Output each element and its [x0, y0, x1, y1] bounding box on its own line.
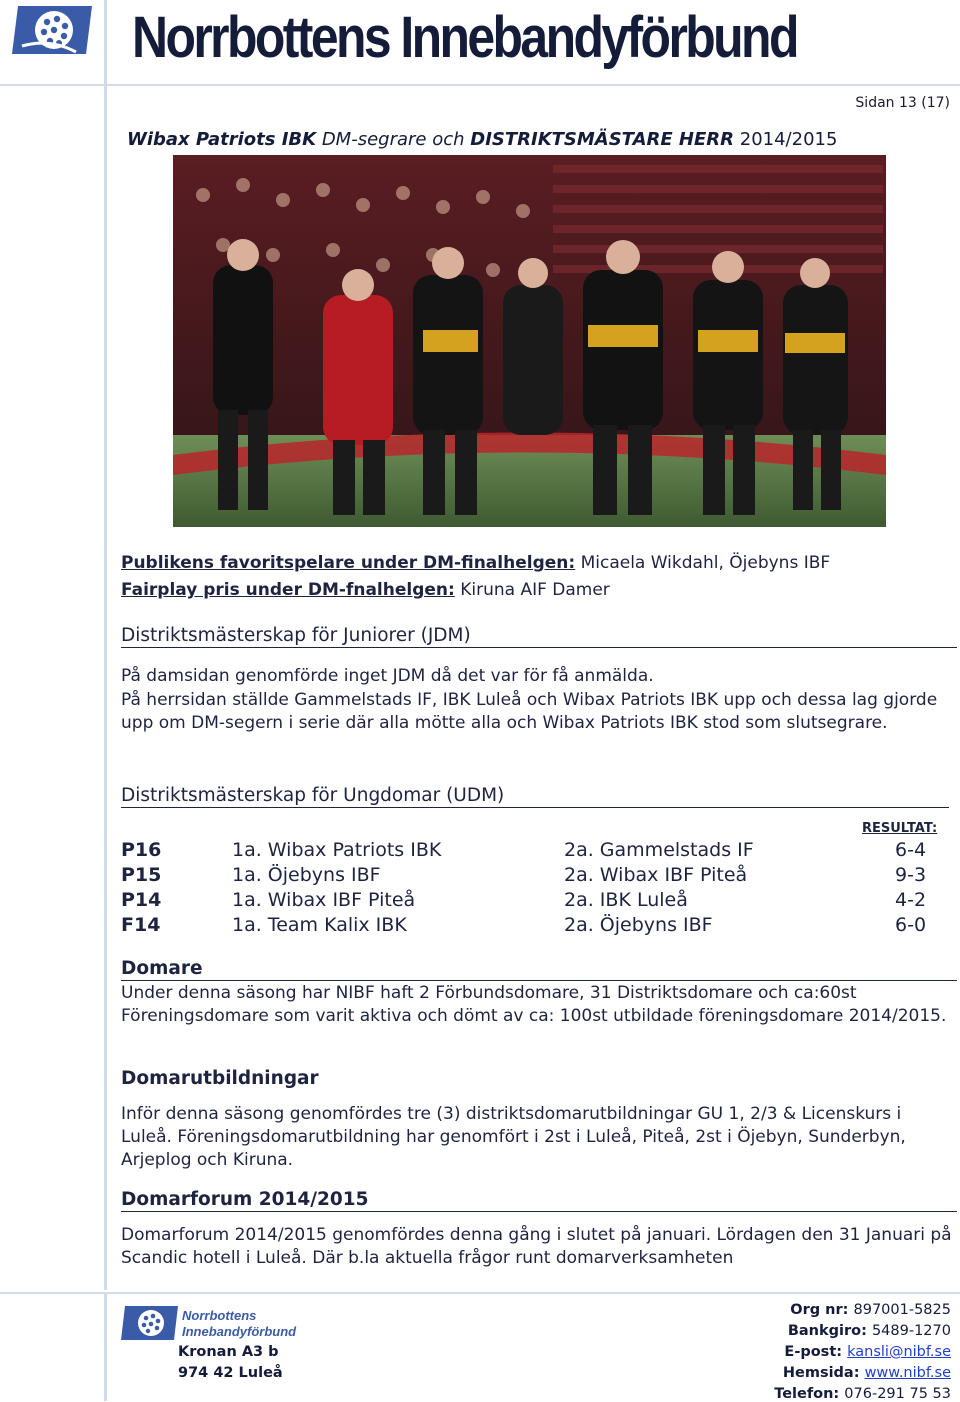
domarutbildningar-paragraph: Inför denna säsong genomfördes tre (3) distriktsdomarutbildningar GU 1, 2/3 & Licenskurs i Luleå. Föreningsdomarutbildning har genomfört i 2st i Luleå, Piteå, 2st i Öjebyn, Sunderbyn, Arjeplog och Kiruna.: [121, 1104, 906, 1170]
domarutbildningar-heading: Domarutbildningar: [121, 1068, 319, 1089]
result-row: [121, 839, 960, 864]
result-row: [121, 889, 960, 914]
result-class: P15: [121, 864, 162, 886]
domarforum-heading: Domarforum 2014/2015: [121, 1189, 957, 1212]
headline-year: 2014/2015: [734, 129, 838, 150]
team-celebration-photo: [173, 155, 886, 527]
result-score: 6-4: [895, 839, 927, 861]
headline-team: Wibax Patriots IBK: [127, 129, 317, 150]
result-second-place: 2a. Gammelstads IF: [564, 839, 754, 861]
jdm-paragraph-women: På damsidan genomförde inget JDM då det var för få anmälda.: [121, 666, 654, 686]
result-score: 9-3: [895, 864, 927, 886]
footer-rule: [0, 1292, 960, 1294]
phone-value: 076-291 75 53: [844, 1386, 951, 1402]
org-number: [790, 1302, 951, 1318]
bankgiro-value: 5489-1270: [871, 1323, 951, 1339]
result-class: P16: [121, 839, 162, 861]
jdm-paragraph-men: På herrsidan ställde Gammelstads IF, IBK Luleå och Wibax Patriots IBK upp och dessa lag gjorde upp om DM-segern i serie där alla mötte alla och Wibax Patriots IBK stod som slutsegrare.: [121, 690, 938, 733]
phone: [774, 1386, 951, 1402]
result-class: P14: [121, 889, 162, 911]
udm-heading: Distriktsmästerskap för Ungdomar (UDM): [121, 785, 949, 808]
left-margin-rule: [104, 0, 107, 1290]
result-first-place: 1a. Öjebyns IBF: [232, 864, 381, 886]
domare-paragraph: Under denna säsong har NIBF haft 2 Förbundsdomare, 31 Distriktsdomare och ca:60st Föreningsdomare som varit aktiva och dömt av ca: 100st utbildade föreningsdomare 2014/2015.: [121, 983, 947, 1026]
floorball-logo-icon: [10, 2, 96, 58]
fairplay-line: [121, 579, 610, 602]
jdm-heading: Distriktsmästerskap för Juniorer (JDM): [121, 625, 957, 648]
bankgiro: [788, 1323, 951, 1339]
result-score: 6-0: [895, 914, 927, 936]
result-header: RESULTAT:: [862, 821, 938, 836]
email-label: E-post:: [784, 1344, 848, 1360]
favorite-player-line: [121, 552, 830, 575]
domarforum-paragraph: Domarforum 2014/2015 genomfördes denna gång i slutet på januari. Lördagen den 31 Januari på Scandic hotell i Luleå. Där b.la aktuella frågor runt domarverksamheten: [121, 1225, 952, 1268]
header-rule: [0, 84, 960, 86]
headline-middle: DM-segrare och: [316, 129, 471, 150]
fairplay-label: Fairplay pris under DM-fnalhelgen:: [121, 580, 455, 600]
org-number-value: 897001-5825: [853, 1302, 951, 1318]
domare-heading: Domare: [121, 958, 957, 981]
page-headline: [127, 129, 837, 150]
favorite-player-value: Micaela Wikdahl, Öjebyns IBF: [575, 553, 831, 573]
bankgiro-label: Bankgiro:: [787, 1323, 872, 1339]
footer-logo-line2: Innebandyförbund: [182, 1324, 297, 1339]
organization-title: Norrbottens Innebandyförbund: [132, 5, 797, 70]
website-link[interactable]: www.nibf.se: [864, 1365, 951, 1381]
page-number: Sidan 13 (17): [855, 95, 950, 111]
email: [784, 1344, 951, 1360]
fairplay-value: Kiruna AIF Damer: [454, 580, 610, 600]
website: [783, 1365, 951, 1381]
footer-logo-line1: Norrbottens: [182, 1308, 257, 1323]
phone-label: Telefon:: [774, 1386, 845, 1402]
org-number-label: Org nr:: [790, 1302, 854, 1318]
headline-title: DISTRIKTSMÄSTARE HERR: [470, 129, 735, 150]
result-first-place: 1a. Wibax Patriots IBK: [232, 839, 442, 861]
result-second-place: 2a. Öjebyns IBF: [564, 914, 713, 936]
result-second-place: 2a. Wibax IBF Piteå: [564, 864, 748, 886]
result-class: F14: [121, 914, 161, 936]
favorite-player-label: Publikens favoritspelare under DM-finalhelgen:: [121, 553, 576, 573]
result-row: [121, 864, 960, 889]
address-line2: 974 42 Luleå: [178, 1365, 283, 1381]
result-score: 4-2: [895, 889, 927, 911]
website-label: Hemsida:: [782, 1365, 865, 1381]
result-first-place: 1a. Team Kalix IBK: [232, 914, 407, 936]
email-link[interactable]: kansli@nibf.se: [847, 1344, 951, 1360]
result-first-place: 1a. Wibax IBF Piteå: [232, 889, 416, 911]
result-second-place: 2a. IBK Luleå: [564, 889, 688, 911]
address-line1: Kronan A3 b: [178, 1344, 279, 1360]
result-row: [121, 914, 960, 939]
footer-margin-rule: [104, 1294, 107, 1401]
footer-logo: [120, 1303, 310, 1343]
